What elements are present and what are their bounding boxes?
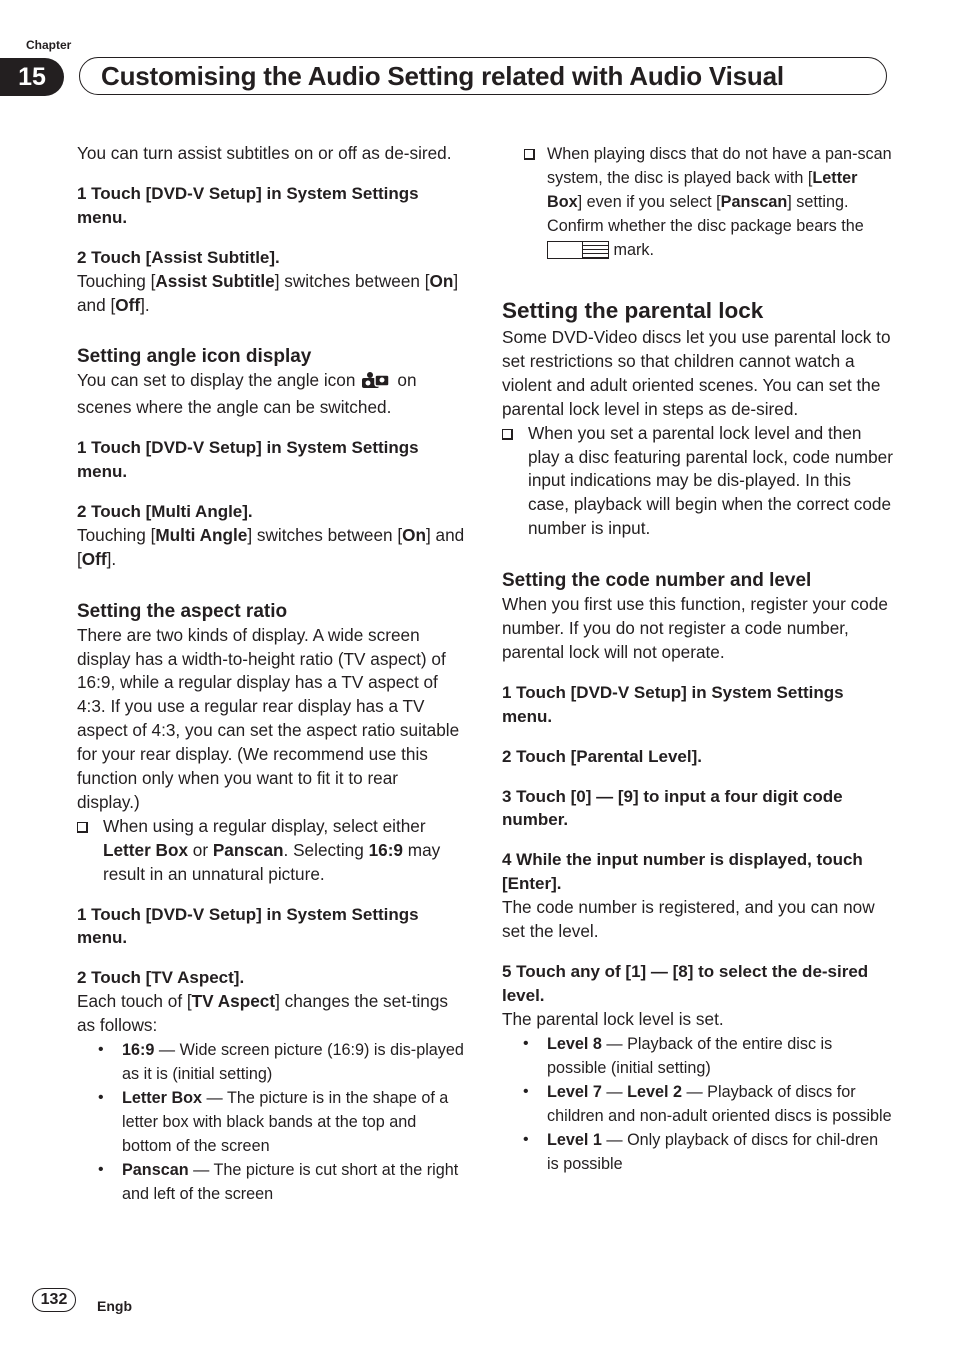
section-heading: Setting the parental lock <box>502 298 764 323</box>
paragraph: You can set to display the angle icon on scenes where the angle can be switched. <box>77 370 417 418</box>
section-heading: Setting angle icon display <box>77 346 312 368</box>
right-column <box>502 142 894 1176</box>
step: 1 Touch [DVD-V Setup] in System Settings menu. <box>502 682 844 726</box>
step: 2 Touch [Multi Angle]. <box>77 501 253 521</box>
paragraph: The code number is registered, and you can now set the level. <box>502 897 875 942</box>
note-box-icon <box>502 429 513 440</box>
page-title: Customising the Audio Setting related with Audio Visual <box>101 61 784 91</box>
chapter-label: Chapter <box>26 38 72 52</box>
step: 5 Touch any of [1] — [8] to select the de-sired level. <box>502 961 869 1005</box>
note: When using a regular display, select either Letter Box or Panscan. Selecting 16:9 may result in an unnatural picture. <box>77 815 465 887</box>
paragraph: Touching [Assist Subtitle] switches between [On] and [Off]. <box>77 270 459 315</box>
paragraph: The parental lock level is set. <box>502 1008 724 1029</box>
left-column <box>77 142 465 1206</box>
list-item: • Level 1 — Only playback of discs for chil-dren is possible <box>547 1128 894 1176</box>
step: 1 Touch [DVD-V Setup] in System Settings menu. <box>77 183 419 227</box>
step: 3 Touch [0] — [9] to input a four digit code number. <box>502 786 843 830</box>
panscan-mark-icon <box>547 241 609 259</box>
step: 2 Touch [Assist Subtitle]. <box>77 247 280 267</box>
step: 1 Touch [DVD-V Setup] in System Settings menu. <box>77 438 419 482</box>
list-item: • Level 8 — Playback of the entire disc is possible (initial setting) <box>547 1032 894 1080</box>
note: When you set a parental lock level and then play a disc featuring parental lock, code number input indications may be dis-played. In this case, playback will begin when the correct code number is input. <box>502 422 894 542</box>
note-box-icon <box>77 822 88 833</box>
paragraph: Touching [Multi Angle] switches between [On] and [Off]. <box>77 524 465 569</box>
paragraph: When you first use this function, register your code number. If you do not register a code number, parental lock will not operate. <box>502 594 888 662</box>
list-item: • Level 7 — Level 2 — Playback of discs for children and non-adult oriented discs is possible <box>547 1080 894 1128</box>
section-heading: Setting the aspect ratio <box>77 600 288 622</box>
step: 2 Touch [Parental Level]. <box>502 746 702 766</box>
list-item: • 16:9 — Wide screen picture (16:9) is dis-played as it is (initial setting) <box>122 1038 465 1086</box>
angle-icon <box>361 371 391 396</box>
section-heading: Setting the code number and level <box>502 570 812 592</box>
chapter-number: 15 <box>0 58 64 96</box>
paragraph: There are two kinds of display. A wide screen display has a width-to-height ratio (TV aspect) of 16:9, while a regular display has a TV aspect of 4:3. If you use a regular rear display has a TV aspect of 4:3, you can set the aspect ratio suitable for your rear display. (We recommend use this function only when you want to fit it to rear display.) <box>77 624 460 812</box>
step: 1 Touch [DVD-V Setup] in System Settings menu. <box>77 904 419 948</box>
list-item: • Panscan — The picture is cut short at the right and left of the screen <box>122 1158 465 1206</box>
note-box-icon <box>524 149 535 160</box>
language-label: Engb <box>97 1298 132 1314</box>
step: 2 Touch [TV Aspect]. <box>77 968 245 988</box>
level-list <box>502 1032 894 1176</box>
paragraph: Each touch of [TV Aspect] changes the set-tings as follows: <box>77 991 449 1036</box>
paragraph: Some DVD-Video discs let you use parental lock to set restrictions so that children cannot watch a violent and adult oriented scenes. You can set the parental lock level in steps as de-sired. <box>502 327 891 419</box>
assist-subtitle-intro: You can turn assist subtitles on or off as de-sired. <box>77 143 452 163</box>
note: When playing discs that do not have a pan-scan system, the disc is played back with [Letter Box] even if you select [Panscan] setting. Confirm whether the disc package bears the mark. <box>502 142 894 262</box>
aspect-options-list <box>77 1038 465 1206</box>
step: 4 While the input number is displayed, touch [Enter]. <box>502 850 863 894</box>
page-number: 132 <box>32 1288 76 1312</box>
list-item: • Letter Box — The picture is in the shape of a letter box with black bands at the top and bottom of the screen <box>122 1086 465 1158</box>
